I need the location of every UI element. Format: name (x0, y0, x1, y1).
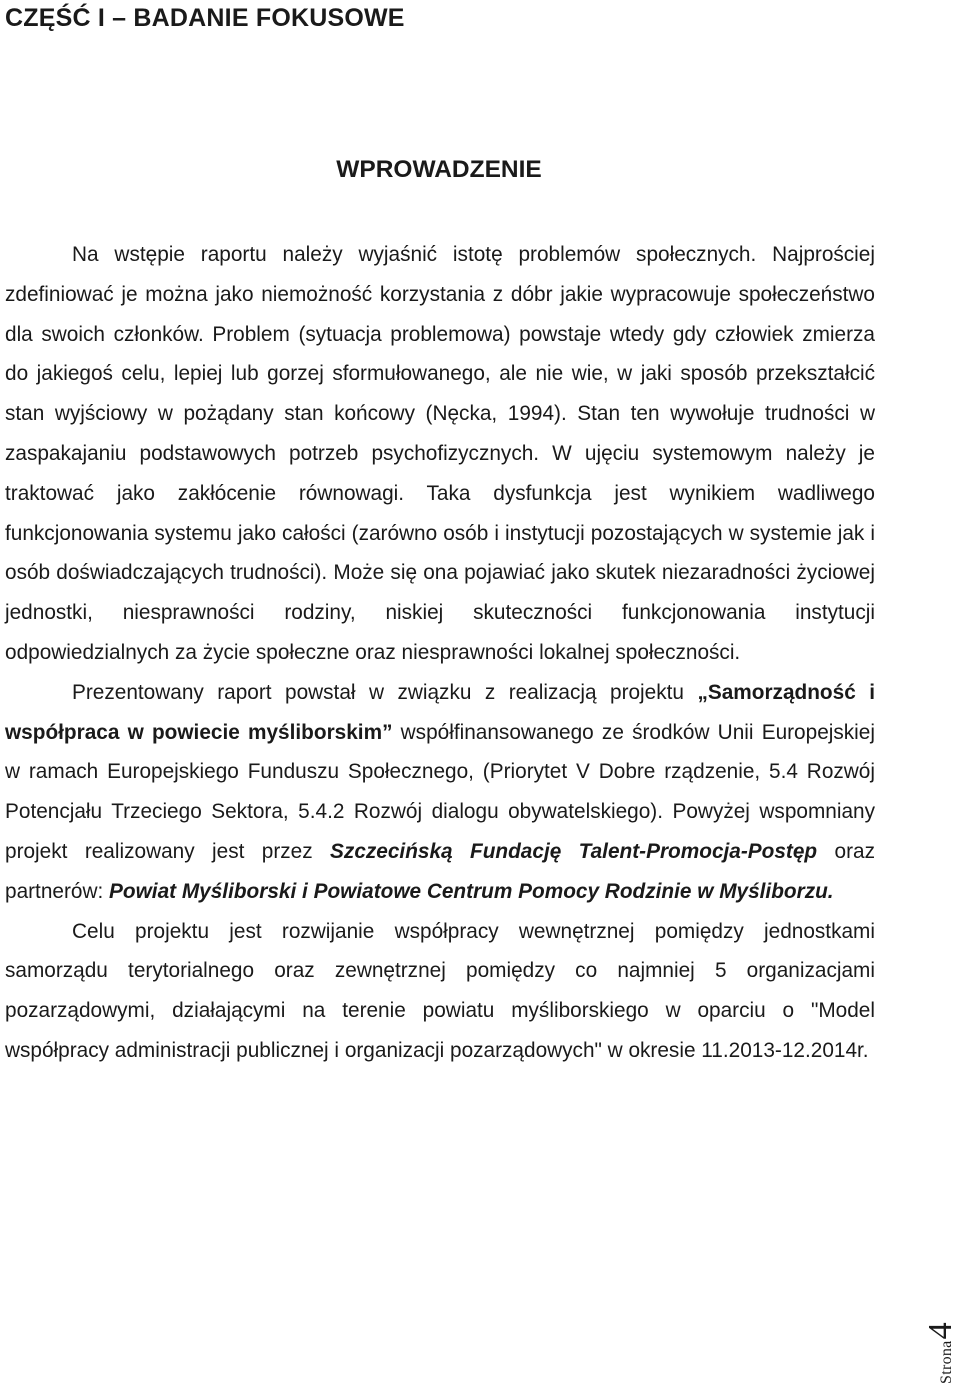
paragraph-goal (5, 912, 875, 1071)
section-heading-text: WPROWADZENIE (336, 156, 542, 183)
partners-names: Powiat Myśliborski i Powiatowe Centrum Pomocy Rodzinie w Myśliborzu. (109, 879, 834, 903)
paragraph-text: Na wstępie raportu należy wyjaśnić istotę problemów społecznych. Najprościej zdefiniować je można jako niemożność korzystania z dóbr jakie wypracowuje społeczeństwo dla swoich członków. Problem (sytuacja problemowa) powstaje wtedy gdy człowiek zmierza do jakiegoś celu, lepiej lub gorzej sformułowanego, ale nie wie, w jaki sposób przekształcić stan wyjściowy w pożądany stan końcowy (Nęcka, 1994). Stan ten wywołuje trudności w zaspakajaniu podstawowych potrzeb psychofizycznych. W ujęciu systemowym należy je traktować jako zakłócenie równowagi. Taka dysfunkcja jest wynikiem wadliwego funkcjonowania systemu jako całości (zarówno osób i instytucji pozostających w systemie jak i osób doświadczających trudności). Może się ona pojawiać jako skutek niezaradności życiowej jednostki, niesprawności rodziny, niskiej skuteczności funkcjonowania instytucji odpowiedzialnych za życie społeczne oraz niesprawności lokalnej społeczności. (5, 243, 875, 664)
foundation-name: Szczecińską Fundację Talent-Promocja-Postęp (330, 839, 818, 863)
paragraph-intro (5, 235, 875, 673)
paragraph-text: Celu projektu jest rozwijanie współpracy wewnętrznej pomiędzy jednostkami samorządu terytorialnego oraz zewnętrznej pomiędzy co najmniej 5 organizacjami pozarządowymi, działającymi na terenie powiatu myśliborskiego w oparciu o "Model współpracy administracji publicznej i organizacji pozarządowych" w okresie 11.2013-12.2014r. (5, 919, 875, 1062)
paragraph-project (5, 673, 875, 912)
body-text (5, 235, 875, 1071)
paragraph-text: Prezentowany raport powstał w związku z realizacją projektu (72, 680, 698, 704)
paragraph-text: oraz partnerów: (5, 839, 875, 903)
project-name: „Samorządność i współpraca w powiecie myśliborskim” (5, 680, 875, 744)
part-title: CZĘŚĆ I – BADANIE FOKUSOWE (5, 4, 405, 32)
page-number (922, 1272, 959, 1384)
page-number-value: 4 (922, 1322, 959, 1340)
page-label: Strona (938, 1340, 955, 1384)
paragraph-text: współfinansowanego ze środków Unii Europejskiej w ramach Europejskiego Funduszu Społecznego, (Priorytet V Dobre rządzenie, 5.4 Rozwój Potencjału Trzeciego Sektora, 5.4.2 Rozwój dialogu obywatelskiego). Powyżej wspomniany projekt realizowany jest przez (5, 720, 875, 863)
section-heading (0, 156, 878, 184)
